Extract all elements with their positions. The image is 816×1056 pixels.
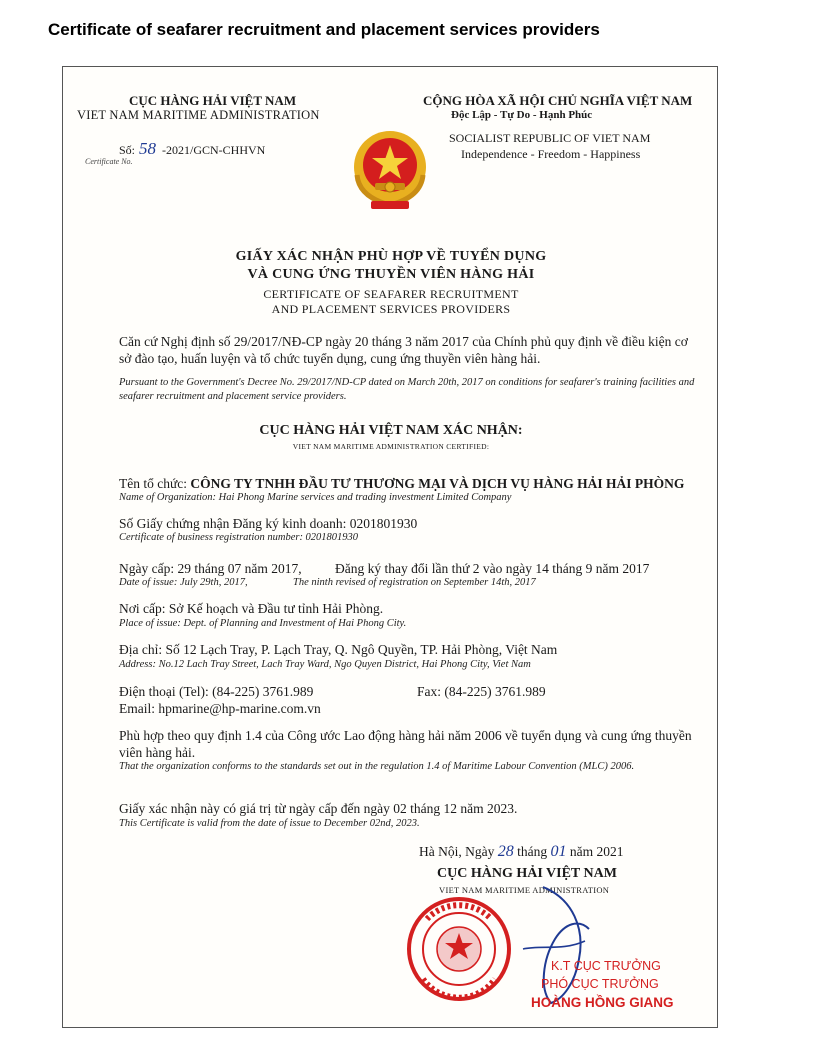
republic-name-en: SOCIALIST REPUBLIC OF VIET NAM	[449, 131, 651, 145]
address-en: Address: No.12 Lach Tray Street, Lach Tray Ward, Ngo Quyen District, Hai Phong City, Viet Nam	[119, 659, 531, 670]
issuer-name-vn: CỤC HÀNG HẢI VIỆT NAM	[129, 93, 297, 108]
revision-date: Đăng ký thay đổi lần thứ 2 vào ngày 14 tháng 9 năm 2017	[335, 561, 650, 576]
preamble-en: Pursuant to the Government's Decree No. 29/2017/ND-CP dated on March 20th, 2017 on conditions for seafarer's training facilities and seafarer recruitment and placement service providers.	[119, 377, 695, 402]
motto-en: Independence - Freedom - Happiness	[461, 147, 641, 161]
signing-date	[419, 843, 623, 861]
cert-number-handwritten: 58	[139, 139, 157, 158]
signing-month: 01	[550, 843, 567, 860]
certified-heading-vn: CỤC HÀNG HẢI VIỆT NAM XÁC NHẬN:	[259, 423, 523, 438]
place-of-issue-en: Place of issue: Dept. of Planning and Investment of Hai Phong City.	[119, 618, 407, 629]
cert-number-label: Số:	[119, 143, 136, 157]
organization-label: Tên tổ chức:	[119, 476, 188, 491]
issue-date-en: Date of issue: July 29th, 2017,	[119, 577, 248, 588]
organization-value: CÔNG TY TNHH ĐẦU TƯ THƯƠNG MẠI VÀ DỊCH VỤ HÀNG HẢI HẢI PHÒNG	[190, 476, 685, 491]
email: Email: hpmarine@hp-marine.com.vn	[119, 701, 321, 716]
issue-date: Ngày cấp: 29 tháng 07 năm 2017,	[119, 561, 302, 576]
cert-number-suffix: -2021/GCN-CHHVN	[162, 143, 266, 157]
fax: Fax: (84-225) 3761.989	[417, 684, 546, 699]
title-en-line2: AND PLACEMENT SERVICES PROVIDERS	[271, 302, 511, 316]
national-emblem-icon	[345, 125, 435, 213]
signing-year: năm 2021	[569, 844, 624, 859]
validity-vn: Giấy xác nhận này có giá trị từ ngày cấp đến ngày 02 tháng 12 năm 2023.	[119, 801, 518, 816]
signer-title-line2: PHÓ CỤC TRƯỞNG	[541, 977, 659, 991]
signing-day: 28	[497, 843, 514, 860]
signer-name: HOÀNG HỒNG GIANG	[531, 995, 674, 1010]
conformity-en: That the organization conforms to the standards set out in the regulation 1.4 of Maritime Labour Convention (MLC) 2006.	[119, 761, 635, 772]
business-registration-en: Certificate of business registration number: 0201801930	[119, 532, 359, 543]
cert-number-label-en: Certificate No.	[85, 157, 133, 166]
signer-title-line1: K.T CỤC TRƯỞNG	[551, 959, 661, 973]
telephone: Điện thoại (Tel): (84-225) 3761.989	[119, 684, 314, 699]
signing-org-en: VIET NAM MARITIME ADMINISTRATION	[439, 885, 610, 895]
certificate-document	[62, 66, 718, 1028]
revision-date-en: The ninth revised of registration on September 14th, 2017	[293, 577, 536, 588]
business-registration: Số Giấy chứng nhận Đăng ký kinh doanh: 0201801930	[119, 516, 418, 531]
organization-name	[119, 476, 684, 492]
motto-vn: Độc Lập - Tự Do - Hạnh Phúc	[451, 109, 593, 121]
issuer-name-en: VIET NAM MARITIME ADMINISTRATION	[77, 108, 320, 122]
title-vn-line1: GIẤY XÁC NHẬN PHÙ HỢP VỀ TUYỂN DỤNG	[235, 249, 547, 264]
title-en-line1: CERTIFICATE OF SEAFARER RECRUITMENT	[263, 287, 519, 301]
conformity-vn: Phù hợp theo quy định 1.4 của Công ước Lao động hàng hải năm 2006 về tuyển dụng và cung ứng thuyền viên hàng hải.	[119, 728, 692, 760]
signing-place: Hà Nội, Ngày	[419, 844, 495, 859]
place-of-issue: Nơi cấp: Sở Kế hoạch và Đầu tư tỉnh Hải Phòng.	[119, 601, 384, 616]
preamble-vn: Căn cứ Nghị định số 29/2017/NĐ-CP ngày 20 tháng 3 năm 2017 của Chính phủ quy định về điều kiện cơ sở đào tạo, huấn luyện và tổ chức tuyển dụng, cung ứng thuyền viên hàng hải.	[119, 334, 688, 366]
signing-month-label: tháng	[517, 844, 548, 859]
validity-en: This Certificate is valid from the date of issue to December 02nd, 2023.	[119, 818, 420, 829]
certificate-number	[119, 139, 265, 159]
organization-name-en: Name of Organization: Hai Phong Marine services and trading investment Limited Company	[119, 492, 512, 503]
title-vn-line2: VÀ CUNG ỨNG THUYỀN VIÊN HÀNG HẢI	[247, 267, 535, 282]
certified-heading-en: VIET NAM MARITIME ADMINISTRATION CERTIFIED:	[292, 442, 490, 451]
address: Địa chỉ: Số 12 Lạch Tray, P. Lạch Tray, Q. Ngô Quyền, TP. Hải Phòng, Việt Nam	[119, 642, 558, 657]
republic-name-vn: CỘNG HÒA XÃ HỘI CHỦ NGHĨA VIỆT NAM	[423, 93, 693, 108]
signing-org-vn: CỤC HÀNG HẢI VIỆT NAM	[437, 866, 617, 881]
page-heading: Certificate of seafarer recruitment and placement services providers	[48, 20, 600, 39]
